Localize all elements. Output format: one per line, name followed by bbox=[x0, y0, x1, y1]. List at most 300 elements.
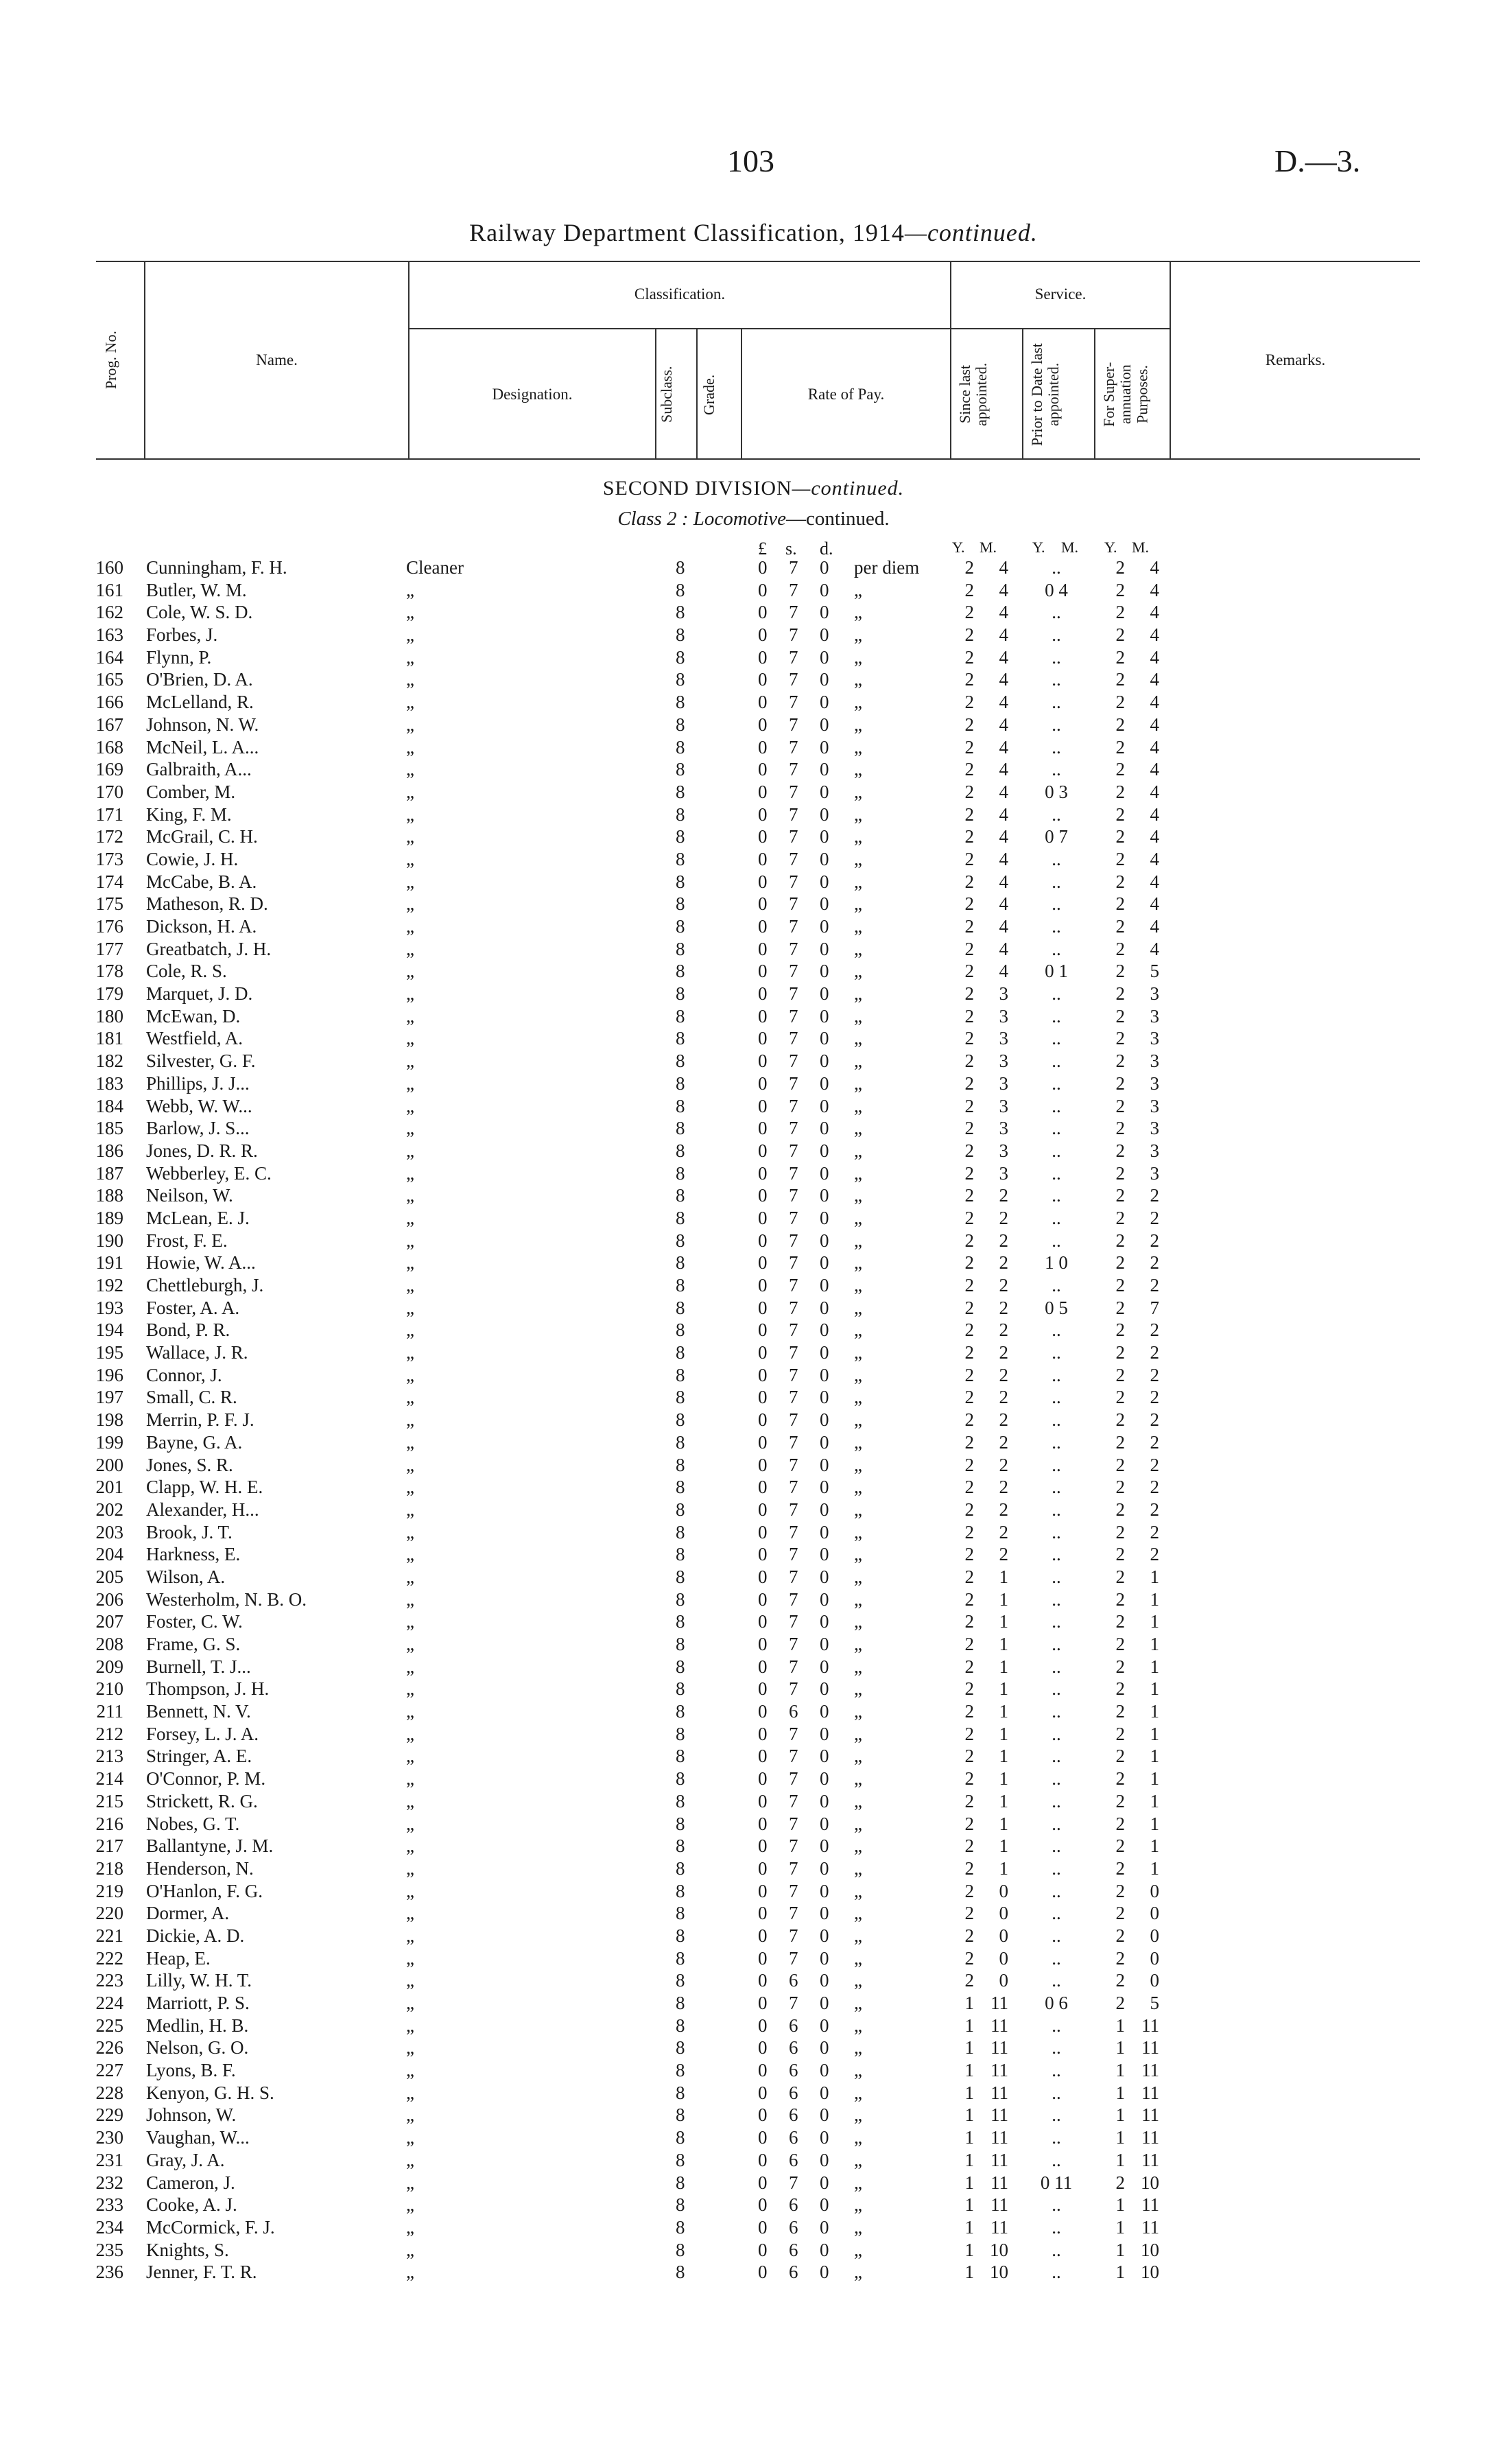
super-years: 2 bbox=[1115, 1857, 1125, 1879]
prior-service: .. bbox=[1052, 2194, 1061, 2216]
since-years: 2 bbox=[964, 1768, 974, 1790]
super-years: 1 bbox=[1115, 2037, 1125, 2058]
since-months: 11 bbox=[990, 2149, 1008, 2170]
division-name: SECOND DIVISION bbox=[602, 477, 792, 500]
subclass: 8 bbox=[676, 826, 685, 847]
designation: „ bbox=[406, 1880, 414, 1901]
pay-pence: 0 bbox=[820, 1207, 829, 1228]
pay-period: „ bbox=[854, 1499, 862, 1520]
prior-service: .. bbox=[1052, 624, 1061, 646]
pay-shillings: 7 bbox=[789, 714, 798, 735]
super-months: 0 bbox=[1150, 1880, 1159, 1901]
super-years: 2 bbox=[1115, 1028, 1125, 1049]
super-months: 10 bbox=[1141, 2262, 1159, 2283]
pay-pence: 0 bbox=[820, 1857, 829, 1879]
prior-service: .. bbox=[1052, 602, 1061, 623]
employee-name: Comber, M. bbox=[146, 781, 236, 802]
super-years: 2 bbox=[1115, 646, 1125, 668]
prog-number: 165 bbox=[95, 669, 123, 690]
pay-shillings: 6 bbox=[789, 2127, 798, 2148]
super-years: 2 bbox=[1115, 1072, 1125, 1094]
col-since-last-appointed: Since last appointed. bbox=[956, 362, 990, 427]
table-row bbox=[0, 1432, 1507, 1455]
pay-period: „ bbox=[854, 1588, 862, 1610]
since-years: 1 bbox=[964, 2194, 974, 2216]
prior-service: .. bbox=[1052, 557, 1061, 578]
subclass: 8 bbox=[676, 1723, 685, 1744]
pay-period: „ bbox=[854, 736, 862, 758]
prior-service: 0 6 bbox=[1045, 1993, 1068, 2013]
prior-service: .. bbox=[1052, 1454, 1061, 1475]
employee-name: Jones, D. R. R. bbox=[146, 1140, 258, 1161]
since-months: 3 bbox=[999, 1051, 1008, 1072]
super-years: 2 bbox=[1115, 1701, 1125, 1722]
super-months: 1 bbox=[1150, 1701, 1159, 1722]
pay-period: „ bbox=[854, 2015, 862, 2036]
prog-number: 216 bbox=[95, 1813, 123, 1834]
since-years: 2 bbox=[964, 1970, 974, 1991]
pay-pounds: 0 bbox=[758, 826, 768, 847]
super-months: 2 bbox=[1150, 1499, 1159, 1520]
subclass: 8 bbox=[676, 1477, 685, 1498]
since-months: 4 bbox=[999, 803, 1008, 825]
pay-pence: 0 bbox=[820, 2082, 829, 2103]
employee-name: Foster, A. A. bbox=[146, 1297, 240, 1318]
prog-number: 196 bbox=[95, 1364, 123, 1385]
since-months: 10 bbox=[990, 2262, 1008, 2283]
super-years: 1 bbox=[1115, 2127, 1125, 2148]
since-years: 2 bbox=[964, 893, 974, 915]
pay-period: „ bbox=[854, 1857, 862, 1879]
since-months: 2 bbox=[999, 1207, 1008, 1228]
employee-name: Alexander, H... bbox=[146, 1499, 259, 1520]
since-years: 1 bbox=[964, 2060, 974, 2081]
pay-pence: 0 bbox=[820, 1364, 829, 1385]
table-row bbox=[0, 1567, 1507, 1589]
subclass: 8 bbox=[676, 1364, 685, 1385]
super-months: 3 bbox=[1150, 1140, 1159, 1161]
pay-shillings: 7 bbox=[789, 557, 798, 578]
pay-period: „ bbox=[854, 1835, 862, 1857]
pay-pence: 0 bbox=[820, 893, 829, 915]
since-months: 1 bbox=[999, 1746, 1008, 1767]
since-years: 2 bbox=[964, 1454, 974, 1475]
pay-pounds: 0 bbox=[758, 2104, 768, 2126]
pay-shillings: 7 bbox=[789, 736, 798, 758]
super-months: 4 bbox=[1150, 871, 1159, 892]
table-row bbox=[0, 557, 1507, 580]
since-months: 2 bbox=[999, 1387, 1008, 1408]
table-row bbox=[0, 1678, 1507, 1701]
employee-name: Nelson, G. O. bbox=[146, 2037, 249, 2058]
designation: „ bbox=[406, 2216, 414, 2238]
employee-name: Knights, S. bbox=[146, 2239, 229, 2260]
pay-shillings: 7 bbox=[789, 1319, 798, 1341]
pay-shillings: 6 bbox=[789, 2262, 798, 2283]
since-months: 1 bbox=[999, 1656, 1008, 1677]
pay-period: „ bbox=[854, 1521, 862, 1542]
designation: „ bbox=[406, 803, 414, 825]
employee-name: Cole, W. S. D. bbox=[146, 602, 253, 623]
table-row bbox=[0, 1903, 1507, 1925]
pay-pence: 0 bbox=[820, 848, 829, 869]
super-years: 2 bbox=[1115, 1925, 1125, 1946]
table-row bbox=[0, 1656, 1507, 1679]
since-years: 1 bbox=[964, 2216, 974, 2238]
prog-number: 188 bbox=[95, 1185, 123, 1206]
employee-name: O'Brien, D. A. bbox=[146, 669, 253, 690]
col-designation: Designation. bbox=[492, 386, 573, 403]
since-years: 1 bbox=[964, 2127, 974, 2148]
designation: „ bbox=[406, 1521, 414, 1542]
table-row bbox=[0, 1163, 1507, 1186]
designation: „ bbox=[406, 1387, 414, 1408]
table-row bbox=[0, 1814, 1507, 1836]
subclass: 8 bbox=[676, 1790, 685, 1811]
employee-name: Lilly, W. H. T. bbox=[146, 1970, 252, 1991]
employee-name: Stringer, A. E. bbox=[146, 1746, 252, 1767]
since-years: 2 bbox=[964, 1409, 974, 1431]
table-row bbox=[0, 1544, 1507, 1567]
pay-period: „ bbox=[854, 1813, 862, 1834]
pay-pounds: 0 bbox=[758, 983, 768, 1005]
subclass: 8 bbox=[676, 1566, 685, 1587]
pay-pence: 0 bbox=[820, 1588, 829, 1610]
prior-service: .. bbox=[1052, 1611, 1061, 1632]
since-months: 1 bbox=[999, 1813, 1008, 1834]
table-row bbox=[0, 2060, 1507, 2082]
super-months: 5 bbox=[1150, 961, 1159, 982]
super-months: 4 bbox=[1150, 938, 1159, 959]
prog-number: 209 bbox=[95, 1656, 123, 1677]
super-months: 2 bbox=[1150, 1230, 1159, 1251]
super-years: 2 bbox=[1115, 826, 1125, 847]
col-rate-of-pay: Rate of Pay. bbox=[807, 386, 885, 403]
pay-period: „ bbox=[854, 1364, 862, 1385]
since-years: 2 bbox=[964, 1431, 974, 1453]
super-years: 2 bbox=[1115, 1746, 1125, 1767]
since-months: 0 bbox=[999, 1880, 1008, 1901]
since-years: 2 bbox=[964, 1723, 974, 1744]
pay-pence: 0 bbox=[820, 871, 829, 892]
since-years: 2 bbox=[964, 1588, 974, 1610]
table-row bbox=[0, 1724, 1507, 1746]
pay-pounds: 0 bbox=[758, 1544, 768, 1565]
table-row bbox=[0, 1006, 1507, 1029]
since-months: 4 bbox=[999, 916, 1008, 937]
pay-shillings: 6 bbox=[789, 2194, 798, 2216]
pay-pence: 0 bbox=[820, 961, 829, 982]
subclass: 8 bbox=[676, 1207, 685, 1228]
since-years: 2 bbox=[964, 1118, 974, 1139]
since-months: 2 bbox=[999, 1431, 1008, 1453]
pay-pounds: 0 bbox=[758, 557, 768, 578]
pay-pence: 0 bbox=[820, 2172, 829, 2193]
designation: „ bbox=[406, 579, 414, 600]
pay-pence: 0 bbox=[820, 826, 829, 847]
prior-service: .. bbox=[1052, 1431, 1061, 1453]
pay-pence: 0 bbox=[820, 1005, 829, 1026]
designation: „ bbox=[406, 1409, 414, 1431]
pay-period: „ bbox=[854, 2127, 862, 2148]
prog-number: 177 bbox=[95, 938, 123, 959]
designation: „ bbox=[406, 2172, 414, 2193]
pay-pounds: 0 bbox=[758, 1387, 768, 1408]
subclass: 8 bbox=[676, 1656, 685, 1677]
pay-pounds: 0 bbox=[758, 2082, 768, 2103]
since-months: 3 bbox=[999, 983, 1008, 1005]
designation: „ bbox=[406, 1499, 414, 1520]
employee-name: Bond, P. R. bbox=[146, 1319, 230, 1341]
prior-service: .. bbox=[1052, 1768, 1061, 1790]
pay-shillings: 7 bbox=[789, 1746, 798, 1767]
super-months: 10 bbox=[1141, 2239, 1159, 2260]
super-months: 4 bbox=[1150, 759, 1159, 780]
since-months: 2 bbox=[999, 1544, 1008, 1565]
prior-service: .. bbox=[1052, 1319, 1061, 1341]
prog-number: 219 bbox=[95, 1880, 123, 1901]
employee-name: Dickson, H. A. bbox=[146, 916, 257, 937]
prog-number: 183 bbox=[95, 1072, 123, 1094]
super-months: 4 bbox=[1150, 736, 1159, 758]
page-number: 103 bbox=[727, 143, 774, 178]
pay-pence: 0 bbox=[820, 624, 829, 646]
since-months: 2 bbox=[999, 1409, 1008, 1431]
table-row bbox=[0, 1028, 1507, 1051]
pay-period: „ bbox=[854, 1207, 862, 1228]
pay-period: „ bbox=[854, 579, 862, 600]
pay-pence: 0 bbox=[820, 781, 829, 802]
prior-service: .. bbox=[1052, 2127, 1061, 2148]
pay-shillings: 7 bbox=[789, 1723, 798, 1744]
prior-service: .. bbox=[1052, 646, 1061, 668]
prog-number: 225 bbox=[95, 2015, 123, 2036]
pay-pounds: 0 bbox=[758, 692, 768, 713]
since-years: 2 bbox=[964, 646, 974, 668]
designation: „ bbox=[406, 1230, 414, 1251]
prior-service: .. bbox=[1052, 1634, 1061, 1654]
designation: „ bbox=[406, 1701, 414, 1722]
super-years: 1 bbox=[1115, 2104, 1125, 2126]
employee-name: Bennett, N. V. bbox=[146, 1701, 251, 1722]
prog-number: 229 bbox=[95, 2104, 123, 2126]
super-years: 2 bbox=[1115, 624, 1125, 646]
pay-pounds: 0 bbox=[758, 871, 768, 892]
pay-shillings: 7 bbox=[789, 1880, 798, 1901]
subclass: 8 bbox=[676, 646, 685, 668]
since-years: 2 bbox=[964, 1051, 974, 1072]
prog-number: 192 bbox=[95, 1275, 123, 1295]
employee-name: Webb, W. W... bbox=[146, 1095, 252, 1116]
designation: „ bbox=[406, 1925, 414, 1946]
pay-pence: 0 bbox=[820, 1051, 829, 1072]
employee-name: McCabe, B. A. bbox=[146, 871, 257, 892]
pay-pounds: 0 bbox=[758, 1477, 768, 1498]
prior-service: 0 3 bbox=[1045, 781, 1068, 802]
employee-name: Kenyon, G. H. S. bbox=[146, 2082, 274, 2103]
pay-period: „ bbox=[854, 1970, 862, 1991]
employee-name: Howie, W. A... bbox=[146, 1252, 256, 1274]
prior-service: 0 4 bbox=[1045, 579, 1068, 600]
since-years: 1 bbox=[964, 2037, 974, 2058]
pay-pounds: 0 bbox=[758, 961, 768, 982]
super-years: 2 bbox=[1115, 1903, 1125, 1924]
table-row bbox=[0, 1881, 1507, 1903]
pay-pounds: 0 bbox=[758, 1499, 768, 1520]
pay-pence: 0 bbox=[820, 1566, 829, 1587]
since-years: 2 bbox=[964, 1005, 974, 1026]
designation: „ bbox=[406, 1095, 414, 1116]
pay-pounds: 0 bbox=[758, 1723, 768, 1744]
table-row bbox=[0, 669, 1507, 692]
employee-name: Strickett, R. G. bbox=[146, 1790, 258, 1811]
since-months: 11 bbox=[990, 2037, 1008, 2058]
designation: „ bbox=[406, 1207, 414, 1228]
employee-name: Foster, C. W. bbox=[146, 1611, 243, 1632]
prior-service: .. bbox=[1052, 1857, 1061, 1879]
since-years: 2 bbox=[964, 1364, 974, 1385]
pay-pounds: 0 bbox=[758, 1857, 768, 1879]
pay-period: „ bbox=[854, 759, 862, 780]
subclass: 8 bbox=[676, 1409, 685, 1431]
super-months: 11 bbox=[1141, 2149, 1159, 2170]
designation: „ bbox=[406, 893, 414, 915]
super-months: 10 bbox=[1141, 2172, 1159, 2193]
super-years: 2 bbox=[1115, 692, 1125, 713]
table-row bbox=[0, 1365, 1507, 1387]
pay-period: „ bbox=[854, 2149, 862, 2170]
designation: „ bbox=[406, 961, 414, 982]
pay-shillings: 7 bbox=[789, 579, 798, 600]
designation: „ bbox=[406, 1028, 414, 1049]
since-months: 11 bbox=[990, 2082, 1008, 2103]
subclass: 8 bbox=[676, 1454, 685, 1475]
table-row bbox=[0, 2240, 1507, 2262]
pay-pence: 0 bbox=[820, 1544, 829, 1565]
designation: „ bbox=[406, 2104, 414, 2126]
prior-service: .. bbox=[1052, 1521, 1061, 1542]
subclass: 8 bbox=[676, 1544, 685, 1565]
pay-period: „ bbox=[854, 2194, 862, 2216]
since-years: 2 bbox=[964, 1028, 974, 1049]
subclass: 8 bbox=[676, 1162, 685, 1184]
since-months: 3 bbox=[999, 1118, 1008, 1139]
pay-period: „ bbox=[854, 1319, 862, 1341]
employee-name: Cooke, A. J. bbox=[146, 2194, 237, 2216]
pay-pounds: 0 bbox=[758, 1993, 768, 2013]
designation: „ bbox=[406, 1813, 414, 1834]
table-row bbox=[0, 1791, 1507, 1814]
division-suffix: —continued. bbox=[792, 477, 905, 500]
prior-service: .. bbox=[1052, 938, 1061, 959]
prog-number: 175 bbox=[95, 893, 123, 915]
table-row bbox=[0, 1993, 1507, 2015]
super-months: 2 bbox=[1150, 1409, 1159, 1431]
designation: „ bbox=[406, 1768, 414, 1790]
table-row bbox=[0, 1208, 1507, 1230]
unit-pounds: £ bbox=[758, 539, 767, 559]
super-months: 1 bbox=[1150, 1678, 1159, 1700]
pay-pence: 0 bbox=[820, 2216, 829, 2238]
super-years: 2 bbox=[1115, 669, 1125, 690]
super-years: 2 bbox=[1115, 1970, 1125, 1991]
since-months: 1 bbox=[999, 1634, 1008, 1654]
pay-period: „ bbox=[854, 1185, 862, 1206]
table-row bbox=[0, 2172, 1507, 2195]
pay-pence: 0 bbox=[820, 1678, 829, 1700]
since-years: 2 bbox=[964, 848, 974, 869]
super-years: 2 bbox=[1115, 1656, 1125, 1677]
super-months: 2 bbox=[1150, 1185, 1159, 1206]
prog-number: 162 bbox=[95, 602, 123, 623]
pay-shillings: 7 bbox=[789, 1544, 798, 1565]
pay-pounds: 0 bbox=[758, 1880, 768, 1901]
pay-pounds: 0 bbox=[758, 1364, 768, 1385]
pay-shillings: 7 bbox=[789, 602, 798, 623]
pay-shillings: 7 bbox=[789, 1207, 798, 1228]
super-months: 11 bbox=[1141, 2194, 1159, 2216]
designation: „ bbox=[406, 1746, 414, 1767]
table-header bbox=[0, 261, 1507, 460]
pay-pounds: 0 bbox=[758, 602, 768, 623]
since-years: 2 bbox=[964, 1903, 974, 1924]
prog-number: 226 bbox=[95, 2037, 123, 2058]
super-years: 2 bbox=[1115, 1499, 1125, 1520]
since-years: 2 bbox=[964, 1947, 974, 1969]
prior-service: .. bbox=[1052, 1140, 1061, 1161]
super-years: 2 bbox=[1115, 848, 1125, 869]
pay-period: „ bbox=[854, 1993, 862, 2013]
pay-pounds: 0 bbox=[758, 1297, 768, 1318]
employee-name: Chettleburgh, J. bbox=[146, 1275, 264, 1295]
pay-shillings: 7 bbox=[789, 1364, 798, 1385]
designation: „ bbox=[406, 1634, 414, 1654]
prior-service: .. bbox=[1052, 1790, 1061, 1811]
since-months: 1 bbox=[999, 1790, 1008, 1811]
pay-shillings: 7 bbox=[789, 692, 798, 713]
employee-name: Phillips, J. J... bbox=[146, 1072, 250, 1094]
pay-period: „ bbox=[854, 1230, 862, 1251]
prog-number: 197 bbox=[95, 1387, 123, 1408]
pay-period: „ bbox=[854, 1925, 862, 1946]
prior-service: .. bbox=[1052, 803, 1061, 825]
designation: „ bbox=[406, 1342, 414, 1363]
pay-shillings: 6 bbox=[789, 2216, 798, 2238]
subclass: 8 bbox=[676, 848, 685, 869]
since-months: 4 bbox=[999, 669, 1008, 690]
employee-name: Cole, R. S. bbox=[146, 961, 227, 982]
pay-pence: 0 bbox=[820, 1319, 829, 1341]
super-months: 2 bbox=[1150, 1477, 1159, 1498]
pay-shillings: 7 bbox=[789, 938, 798, 959]
pay-shillings: 7 bbox=[789, 2172, 798, 2193]
pay-pence: 0 bbox=[820, 2262, 829, 2283]
table-row bbox=[0, 1118, 1507, 1140]
designation: „ bbox=[406, 1140, 414, 1161]
pay-pounds: 0 bbox=[758, 2060, 768, 2081]
since-years: 1 bbox=[964, 2262, 974, 2283]
since-years: 2 bbox=[964, 1813, 974, 1834]
subclass: 8 bbox=[676, 938, 685, 959]
subclass: 8 bbox=[676, 692, 685, 713]
super-years: 2 bbox=[1115, 1051, 1125, 1072]
table-row bbox=[0, 1499, 1507, 1522]
employee-name: Wilson, A. bbox=[146, 1566, 226, 1587]
super-months: 3 bbox=[1150, 1028, 1159, 1049]
employee-name: Westfield, A. bbox=[146, 1028, 244, 1049]
subclass: 8 bbox=[676, 759, 685, 780]
super-months: 0 bbox=[1150, 1970, 1159, 1991]
